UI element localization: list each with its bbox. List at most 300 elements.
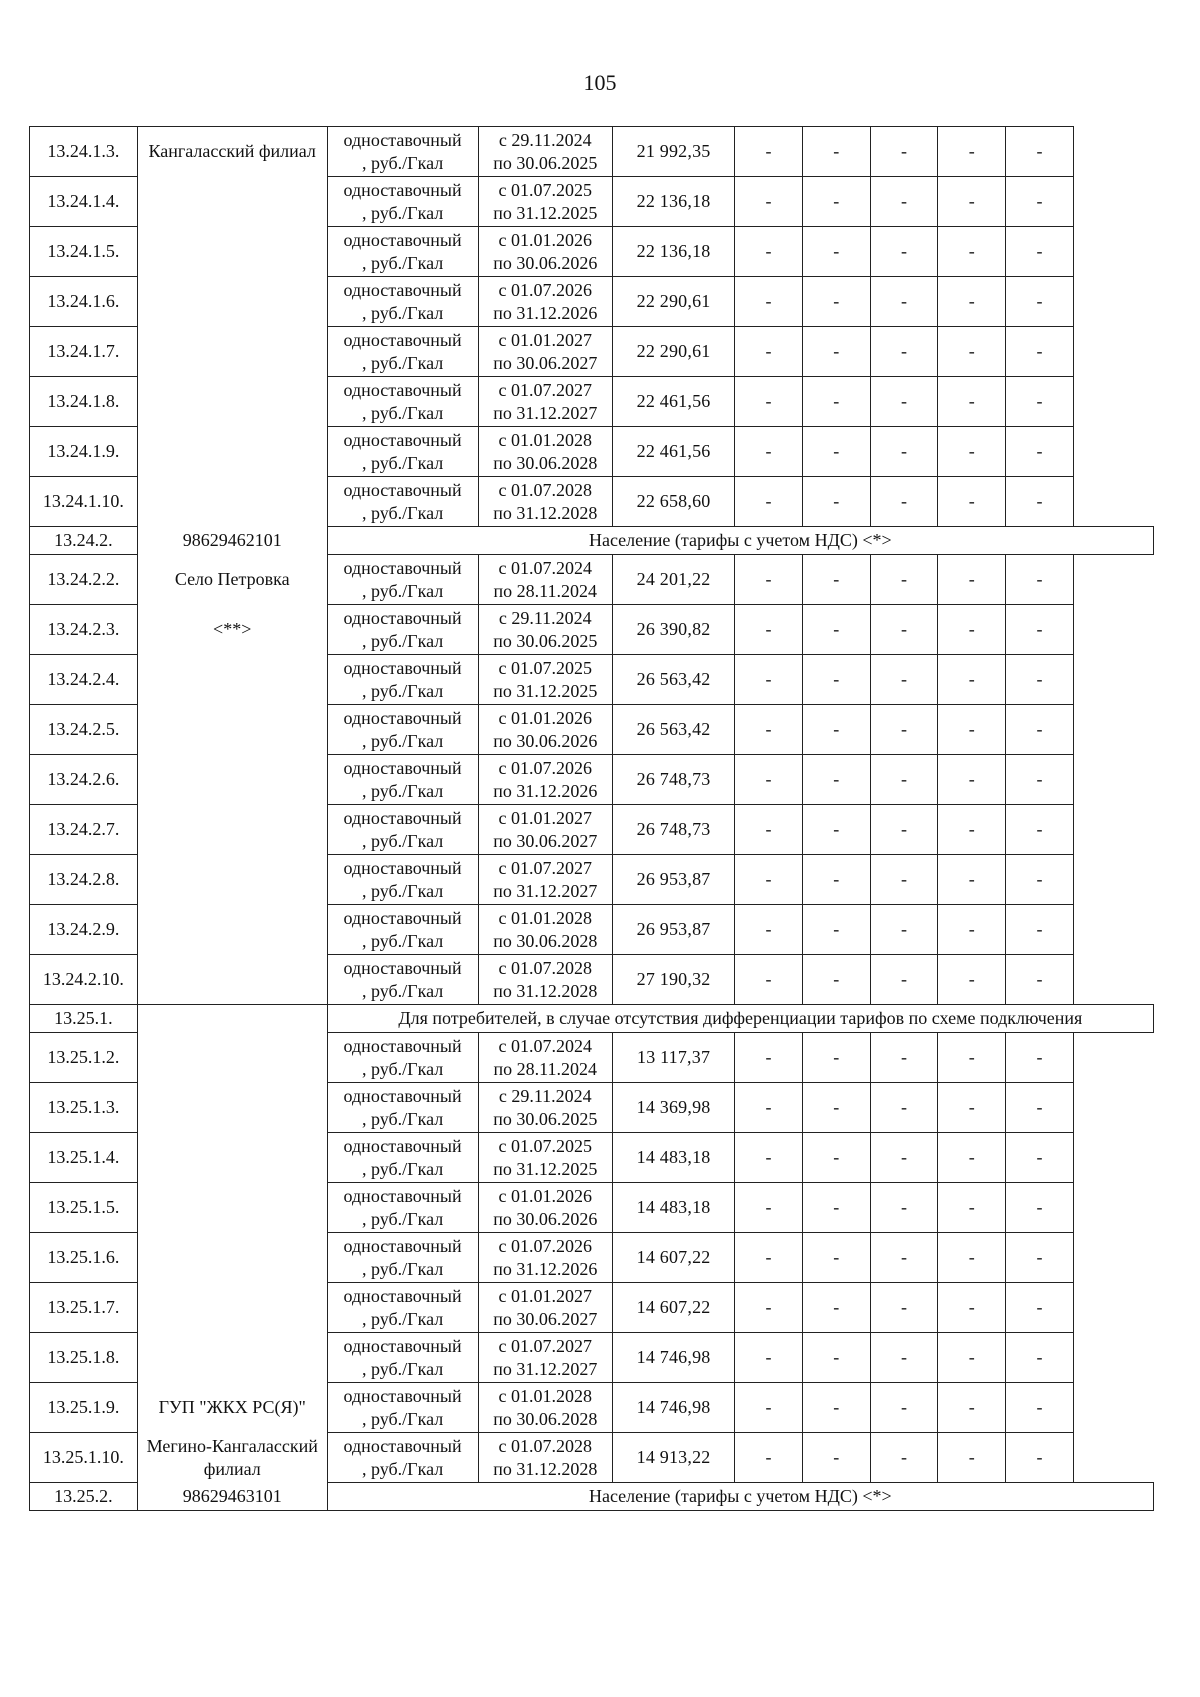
table-row [30, 1183, 1154, 1233]
period-end: по 31.12.2028 [493, 1458, 598, 1479]
organisation-cell [137, 1183, 327, 1233]
tariff-type-line2: , руб./Гкал [362, 1358, 444, 1379]
period-end: по 31.12.2025 [493, 680, 598, 701]
period-start: с 29.11.2024 [498, 607, 592, 628]
empty-value-cell: - [802, 705, 870, 755]
empty-value-cell: - [1006, 1433, 1074, 1483]
period-cell [478, 905, 612, 955]
period-cell [478, 1233, 612, 1283]
empty-value-cell: - [938, 555, 1006, 605]
empty-value-cell: - [802, 655, 870, 705]
empty-value-cell: - [870, 477, 938, 527]
row-number-cell: 13.25.1.4. [30, 1133, 138, 1183]
period-cell [478, 1383, 612, 1433]
table-row [30, 1033, 1154, 1083]
table-row [30, 1383, 1154, 1433]
tariff-table [29, 126, 1154, 1511]
empty-value-cell: - [802, 755, 870, 805]
period-end: по 31.12.2028 [493, 502, 598, 523]
empty-value-cell: - [1006, 555, 1074, 605]
table-row [30, 1433, 1154, 1483]
tariff-type-line1: одноставочный [343, 1385, 462, 1406]
tariff-type-cell [327, 855, 478, 905]
empty-value-cell: - [1006, 1333, 1074, 1383]
table-row [30, 1333, 1154, 1383]
tariff-type-line2: , руб./Гкал [362, 730, 444, 751]
period-cell [478, 655, 612, 705]
tariff-type-line2: , руб./Гкал [362, 930, 444, 951]
empty-value-cell: - [938, 1183, 1006, 1233]
empty-value-cell: - [938, 1433, 1006, 1483]
organisation-cell [137, 277, 327, 327]
period-start: с 01.01.2027 [498, 1285, 593, 1306]
tariff-type-cell [327, 705, 478, 755]
empty-value-cell: - [735, 1283, 803, 1333]
period-start: с 01.07.2028 [498, 1435, 593, 1456]
tariff-value-cell: 13 117,37 [613, 1033, 735, 1083]
tariff-type-line2: , руб./Гкал [362, 502, 444, 523]
row-number-cell: 13.24.1.3. [30, 127, 138, 177]
organisation-cell: Кангаласский филиал [137, 127, 327, 177]
period-start: с 01.01.2026 [498, 229, 593, 250]
tariff-type-line2: , руб./Гкал [362, 830, 444, 851]
tariff-type-line2: , руб./Гкал [362, 1408, 444, 1429]
tariff-type-line1: одноставочный [343, 129, 462, 150]
tariff-type-line1: одноставочный [343, 1135, 462, 1156]
empty-value-cell: - [870, 127, 938, 177]
empty-value-cell: - [870, 1333, 938, 1383]
empty-value-cell: - [870, 705, 938, 755]
tariff-value-cell: 24 201,22 [613, 555, 735, 605]
tariff-type-cell [327, 805, 478, 855]
organisation-cell [137, 755, 327, 805]
tariff-type-cell [327, 277, 478, 327]
table-row [30, 1083, 1154, 1133]
empty-value-cell: - [1006, 427, 1074, 477]
empty-value-cell: - [1006, 377, 1074, 427]
period-cell [478, 177, 612, 227]
organisation-cell [137, 1233, 327, 1283]
tariff-type-line2: , руб./Гкал [362, 352, 444, 373]
empty-value-cell: - [1006, 1383, 1074, 1433]
tariff-type-line1: одноставочный [343, 907, 462, 928]
organisation-cell [137, 1005, 327, 1033]
empty-value-cell: - [870, 1433, 938, 1483]
row-number-cell: 13.25.1.7. [30, 1283, 138, 1333]
tariff-value-cell: 22 290,61 [613, 327, 735, 377]
tariff-type-line2: , руб./Гкал [362, 1308, 444, 1329]
empty-value-cell: - [735, 955, 803, 1005]
tariff-type-cell [327, 1183, 478, 1233]
period-end: по 30.06.2026 [493, 1208, 598, 1229]
empty-value-cell: - [1006, 655, 1074, 705]
empty-value-cell: - [735, 655, 803, 705]
tariff-type-cell [327, 1283, 478, 1333]
tariff-type-cell [327, 1133, 478, 1183]
period-start: с 01.01.2026 [498, 707, 593, 728]
page-number: 105 [583, 70, 617, 95]
organisation-cell [137, 1083, 327, 1133]
tariff-type-line1: одноставочный [343, 1235, 462, 1256]
period-start: с 01.07.2026 [498, 279, 593, 300]
tariff-value-cell: 14 913,22 [613, 1433, 735, 1483]
empty-value-cell: - [802, 177, 870, 227]
row-number-cell: 13.24.1.9. [30, 427, 138, 477]
empty-value-cell: - [870, 427, 938, 477]
tariff-type-line1: одноставочный [343, 607, 462, 628]
tariff-type-cell [327, 955, 478, 1005]
empty-value-cell: - [802, 227, 870, 277]
table-row [30, 277, 1154, 327]
empty-value-cell: - [802, 1283, 870, 1333]
tariff-value-cell: 14 483,18 [613, 1133, 735, 1183]
tariff-type-line2: , руб./Гкал [362, 580, 444, 601]
period-cell [478, 1033, 612, 1083]
empty-value-cell: - [735, 805, 803, 855]
tariff-value-cell: 26 563,42 [613, 655, 735, 705]
empty-value-cell: - [802, 1083, 870, 1133]
tariff-type-cell [327, 177, 478, 227]
period-cell [478, 955, 612, 1005]
tariff-type-line1: одноставочный [343, 379, 462, 400]
empty-value-cell: - [938, 605, 1006, 655]
table-row [30, 955, 1154, 1005]
empty-value-cell: - [1006, 477, 1074, 527]
empty-value-cell: - [1006, 227, 1074, 277]
row-number-cell: 13.25.2. [30, 1483, 138, 1511]
row-number-cell: 13.25.1.10. [30, 1433, 138, 1483]
empty-value-cell: - [1006, 855, 1074, 905]
period-end: по 31.12.2025 [493, 1158, 598, 1179]
tariff-type-line1: одноставочный [343, 229, 462, 250]
period-start: с 01.07.2025 [498, 657, 593, 678]
empty-value-cell: - [735, 377, 803, 427]
period-start: с 01.07.2024 [498, 1035, 593, 1056]
tariff-type-cell [327, 227, 478, 277]
section-title-cell: Для потребителей, в случае отсутствия дифференциации тарифов по схеме подключения [327, 1005, 1153, 1033]
section-title-cell: Население (тарифы с учетом НДС) <*> [327, 527, 1153, 555]
row-number-cell: 13.24.2.7. [30, 805, 138, 855]
empty-value-cell: - [938, 1283, 1006, 1333]
table-row [30, 227, 1154, 277]
period-start: с 01.07.2024 [498, 557, 593, 578]
row-number-cell: 13.24.1.6. [30, 277, 138, 327]
empty-value-cell: - [938, 177, 1006, 227]
empty-value-cell: - [938, 955, 1006, 1005]
organisation-cell: Село Петровка [137, 555, 327, 605]
tariff-value-cell: 22 290,61 [613, 277, 735, 327]
tariff-value-cell: 22 136,18 [613, 177, 735, 227]
empty-value-cell: - [870, 177, 938, 227]
empty-value-cell: - [1006, 905, 1074, 955]
tariff-value-cell: 22 461,56 [613, 377, 735, 427]
empty-value-cell: - [735, 1333, 803, 1383]
period-end: по 31.12.2027 [493, 880, 598, 901]
tariff-value-cell: 26 390,82 [613, 605, 735, 655]
period-cell [478, 855, 612, 905]
empty-value-cell: - [802, 1233, 870, 1283]
period-start: с 01.01.2027 [498, 807, 593, 828]
empty-value-cell: - [938, 1083, 1006, 1133]
period-start: с 01.07.2028 [498, 479, 593, 500]
tariff-value-cell: 26 563,42 [613, 705, 735, 755]
tariff-type-line2: , руб./Гкал [362, 630, 444, 651]
empty-value-cell: - [870, 755, 938, 805]
table-row [30, 1233, 1154, 1283]
tariff-type-line1: одноставочный [343, 1035, 462, 1056]
period-cell [478, 1183, 612, 1233]
empty-value-cell: - [802, 1183, 870, 1233]
tariff-value-cell: 14 607,22 [613, 1233, 735, 1283]
tariff-type-line1: одноставочный [343, 1335, 462, 1356]
tariff-value-cell: 14 483,18 [613, 1183, 735, 1233]
empty-value-cell: - [735, 1083, 803, 1133]
period-start: с 01.01.2028 [498, 429, 593, 450]
period-cell [478, 555, 612, 605]
period-end: по 28.11.2024 [493, 580, 598, 601]
organisation-cell [137, 1133, 327, 1183]
row-number-cell: 13.25.1.5. [30, 1183, 138, 1233]
organisation-cell [137, 805, 327, 855]
empty-value-cell: - [1006, 1033, 1074, 1083]
period-end: по 30.06.2028 [493, 452, 598, 473]
period-end: по 31.12.2026 [493, 302, 598, 323]
tariff-value-cell: 14 607,22 [613, 1283, 735, 1333]
section-header-row [30, 1005, 1154, 1033]
empty-value-cell: - [735, 427, 803, 477]
organisation-cell [137, 1283, 327, 1333]
organisation-cell: ГУП "ЖКХ РС(Я)" [137, 1383, 327, 1433]
empty-value-cell: - [870, 655, 938, 705]
tariff-type-cell [327, 755, 478, 805]
table-row [30, 855, 1154, 905]
table-row [30, 655, 1154, 705]
row-number-cell: 13.25.1.2. [30, 1033, 138, 1083]
period-start: с 29.11.2024 [498, 1085, 592, 1106]
tariff-type-line1: одноставочный [343, 1185, 462, 1206]
empty-value-cell: - [1006, 177, 1074, 227]
empty-value-cell: - [938, 277, 1006, 327]
empty-value-cell: - [802, 327, 870, 377]
tariff-value-cell: 22 461,56 [613, 427, 735, 477]
tariff-type-cell [327, 427, 478, 477]
period-end: по 30.06.2028 [493, 930, 598, 951]
period-cell [478, 1083, 612, 1133]
period-end: по 30.06.2027 [493, 1308, 598, 1329]
period-end: по 31.12.2026 [493, 1258, 598, 1279]
row-number-cell: 13.24.2.10. [30, 955, 138, 1005]
empty-value-cell: - [735, 705, 803, 755]
empty-value-cell: - [1006, 1183, 1074, 1233]
table-row [30, 177, 1154, 227]
empty-value-cell: - [735, 1183, 803, 1233]
period-start: с 29.11.2024 [498, 129, 592, 150]
organisation-cell: 98629463101 [137, 1483, 327, 1511]
empty-value-cell: - [870, 327, 938, 377]
empty-value-cell: - [735, 177, 803, 227]
organisation-cell [137, 855, 327, 905]
period-cell [478, 1133, 612, 1183]
tariff-value-cell: 26 748,73 [613, 755, 735, 805]
tariff-value-cell: 14 369,98 [613, 1083, 735, 1133]
empty-value-cell: - [802, 605, 870, 655]
table-row [30, 805, 1154, 855]
empty-value-cell: - [1006, 805, 1074, 855]
period-start: с 01.07.2026 [498, 757, 593, 778]
row-number-cell: 13.25.1. [30, 1005, 138, 1033]
empty-value-cell: - [870, 1383, 938, 1433]
tariff-type-line1: одноставочный [343, 707, 462, 728]
empty-value-cell: - [870, 1083, 938, 1133]
period-end: по 30.06.2026 [493, 730, 598, 751]
empty-value-cell: - [735, 905, 803, 955]
organisation-cell [137, 655, 327, 705]
period-start: с 01.07.2025 [498, 179, 593, 200]
empty-value-cell: - [1006, 1133, 1074, 1183]
tariff-value-cell: 14 746,98 [613, 1333, 735, 1383]
empty-value-cell: - [870, 805, 938, 855]
organisation-cell [137, 227, 327, 277]
empty-value-cell: - [1006, 327, 1074, 377]
empty-value-cell: - [938, 1233, 1006, 1283]
tariff-type-cell [327, 127, 478, 177]
empty-value-cell: - [938, 805, 1006, 855]
period-end: по 30.06.2025 [493, 152, 598, 173]
period-cell [478, 1333, 612, 1383]
empty-value-cell: - [802, 377, 870, 427]
empty-value-cell: - [735, 327, 803, 377]
table-row [30, 127, 1154, 177]
empty-value-cell: - [735, 1033, 803, 1083]
row-number-cell: 13.24.2.4. [30, 655, 138, 705]
empty-value-cell: - [938, 1133, 1006, 1183]
period-start: с 01.01.2027 [498, 329, 593, 350]
empty-value-cell: - [802, 1383, 870, 1433]
empty-value-cell: - [938, 377, 1006, 427]
tariff-type-line2: , руб./Гкал [362, 680, 444, 701]
section-title-cell: Население (тарифы с учетом НДС) <*> [327, 1483, 1153, 1511]
row-number-cell: 13.25.1.6. [30, 1233, 138, 1283]
empty-value-cell: - [735, 1433, 803, 1483]
row-number-cell: 13.24.1.5. [30, 227, 138, 277]
period-cell [478, 705, 612, 755]
empty-value-cell: - [938, 1333, 1006, 1383]
period-start: с 01.07.2026 [498, 1235, 593, 1256]
table-row [30, 427, 1154, 477]
period-cell [478, 805, 612, 855]
empty-value-cell: - [1006, 277, 1074, 327]
row-number-cell: 13.24.2.6. [30, 755, 138, 805]
tariff-type-line1: одноставочный [343, 279, 462, 300]
empty-value-cell: - [735, 277, 803, 327]
empty-value-cell: - [1006, 755, 1074, 805]
empty-value-cell: - [938, 855, 1006, 905]
period-end: по 30.06.2027 [493, 352, 598, 373]
section-header-row [30, 1483, 1154, 1511]
tariff-type-line1: одноставочный [343, 557, 462, 578]
tariff-type-line1: одноставочный [343, 1435, 462, 1456]
organisation-cell [137, 1033, 327, 1083]
tariff-type-line1: одноставочный [343, 479, 462, 500]
empty-value-cell: - [1006, 705, 1074, 755]
empty-value-cell: - [735, 555, 803, 605]
table-row [30, 1133, 1154, 1183]
tariff-type-line2: , руб./Гкал [362, 152, 444, 173]
tariff-type-line2: , руб./Гкал [362, 1258, 444, 1279]
empty-value-cell: - [870, 377, 938, 427]
empty-value-cell: - [1006, 1233, 1074, 1283]
empty-value-cell: - [802, 855, 870, 905]
empty-value-cell: - [735, 477, 803, 527]
tariff-type-line2: , руб./Гкал [362, 880, 444, 901]
tariff-type-line2: , руб./Гкал [362, 402, 444, 423]
empty-value-cell: - [735, 1233, 803, 1283]
organisation-cell [137, 477, 327, 527]
organisation-cell: Мегино-Кангаласский филиал [137, 1433, 327, 1483]
tariff-value-cell: 21 992,35 [613, 127, 735, 177]
period-end: по 30.06.2026 [493, 252, 598, 273]
tariff-value-cell: 26 748,73 [613, 805, 735, 855]
period-start: с 01.07.2027 [498, 1335, 593, 1356]
table-row [30, 477, 1154, 527]
organisation-cell: <**> [137, 605, 327, 655]
tariff-type-line1: одноставочный [343, 1085, 462, 1106]
tariff-type-line2: , руб./Гкал [362, 980, 444, 1001]
empty-value-cell: - [735, 127, 803, 177]
empty-value-cell: - [802, 905, 870, 955]
empty-value-cell: - [735, 855, 803, 905]
empty-value-cell: - [802, 1333, 870, 1383]
tariff-type-line1: одноставочный [343, 429, 462, 450]
tariff-type-cell [327, 605, 478, 655]
tariff-type-cell [327, 1033, 478, 1083]
tariff-type-cell [327, 1383, 478, 1433]
period-start: с 01.07.2027 [498, 379, 593, 400]
organisation-cell [137, 177, 327, 227]
row-number-cell: 13.24.2.2. [30, 555, 138, 605]
tariff-value-cell: 14 746,98 [613, 1383, 735, 1433]
tariff-type-line2: , руб./Гкал [362, 1158, 444, 1179]
tariff-type-cell [327, 1333, 478, 1383]
empty-value-cell: - [938, 705, 1006, 755]
row-number-cell: 13.24.2.5. [30, 705, 138, 755]
empty-value-cell: - [938, 655, 1006, 705]
tariff-type-line1: одноставочный [343, 807, 462, 828]
empty-value-cell: - [802, 1133, 870, 1183]
tariff-type-cell [327, 327, 478, 377]
empty-value-cell: - [938, 427, 1006, 477]
tariff-value-cell: 26 953,87 [613, 905, 735, 955]
tariff-type-line1: одноставочный [343, 857, 462, 878]
empty-value-cell: - [870, 855, 938, 905]
empty-value-cell: - [938, 1383, 1006, 1433]
tariff-type-cell [327, 1233, 478, 1283]
tariff-value-cell: 22 658,60 [613, 477, 735, 527]
empty-value-cell: - [802, 805, 870, 855]
period-cell [478, 1283, 612, 1333]
row-number-cell: 13.24.1.4. [30, 177, 138, 227]
empty-value-cell: - [802, 127, 870, 177]
organisation-cell [137, 705, 327, 755]
empty-value-cell: - [802, 555, 870, 605]
empty-value-cell: - [735, 755, 803, 805]
row-number-cell: 13.24.1.8. [30, 377, 138, 427]
period-start: с 01.01.2026 [498, 1185, 593, 1206]
period-start: с 01.07.2027 [498, 857, 593, 878]
empty-value-cell: - [1006, 605, 1074, 655]
tariff-type-line2: , руб./Гкал [362, 1458, 444, 1479]
empty-value-cell: - [802, 1433, 870, 1483]
